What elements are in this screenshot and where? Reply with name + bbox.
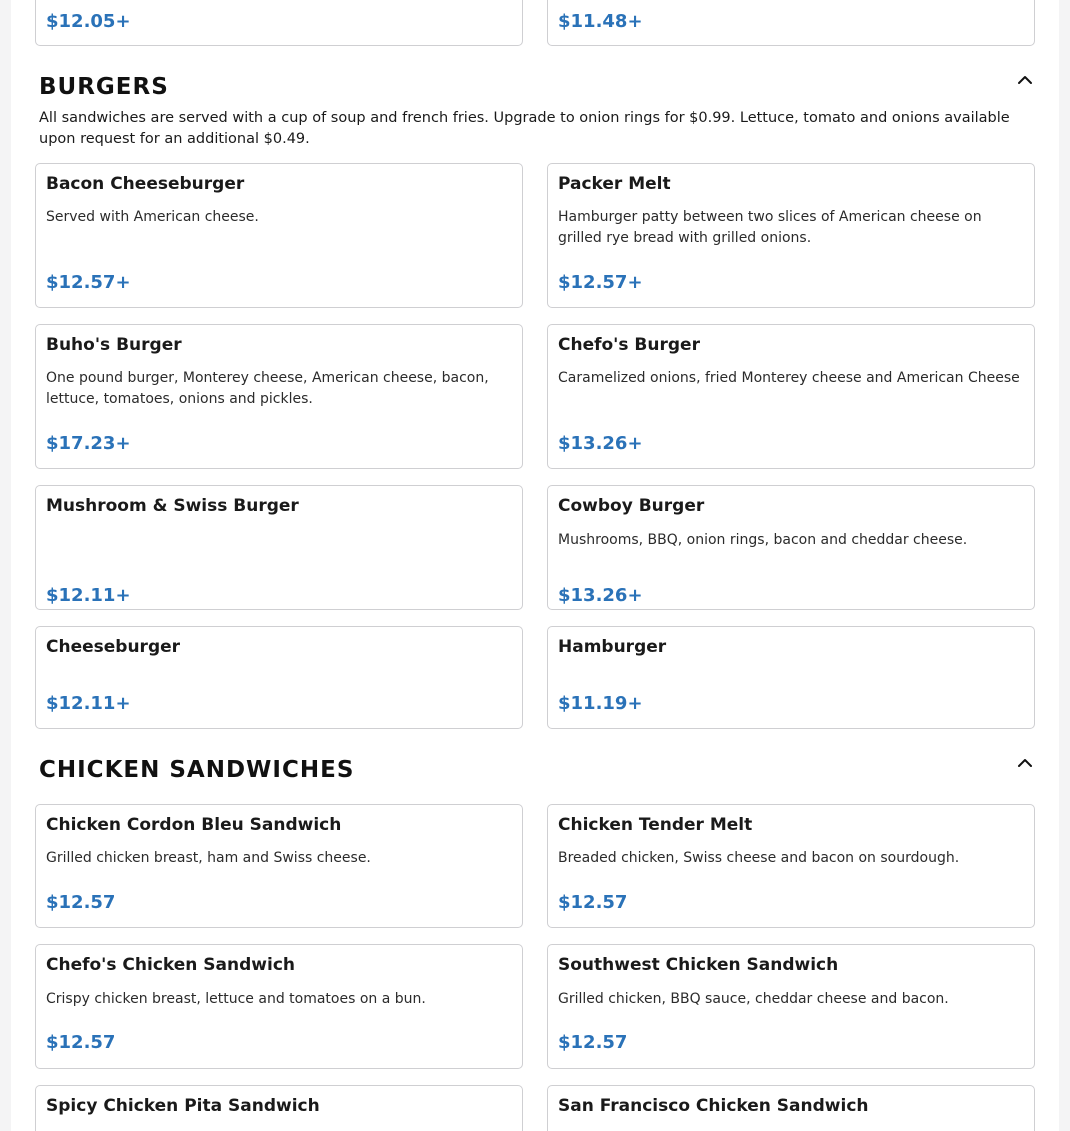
item-price: $12.11+	[46, 585, 131, 606]
item-description: Served with American cheese.	[46, 209, 259, 225]
item-name: Chefo's Burger	[558, 335, 700, 355]
menu-item-card[interactable]	[35, 485, 523, 610]
item-name: Southwest Chicken Sandwich	[558, 955, 839, 975]
item-name: Hamburger	[558, 637, 667, 657]
item-name: Spicy Chicken Pita Sandwich	[46, 1096, 320, 1116]
item-price: $13.26+	[558, 585, 643, 606]
item-price: $12.57+	[558, 272, 643, 293]
item-description: Grilled chicken breast, ham and Swiss cheese.	[46, 850, 371, 866]
item-name: Chicken Tender Melt	[558, 815, 753, 835]
menu-item-card[interactable]	[35, 804, 523, 928]
item-price: $12.57+	[46, 272, 131, 293]
item-description: Breaded chicken, Swiss cheese and bacon on sourdough.	[558, 850, 960, 866]
item-price: $13.26+	[558, 433, 643, 454]
item-description: Hamburger patty between two slices of American cheese on grilled rye bread with grilled onions.	[558, 209, 982, 246]
item-description: Grilled chicken, BBQ sauce, cheddar cheese and bacon.	[558, 991, 949, 1007]
item-name: Packer Melt	[558, 174, 671, 194]
item-description: Caramelized onions, fried Monterey cheese and American Cheese	[558, 370, 1020, 386]
menu-item-card[interactable]	[547, 804, 1035, 928]
item-name: Mushroom & Swiss Burger	[46, 496, 299, 516]
menu-item-card[interactable]	[547, 485, 1035, 610]
item-name: Chicken Cordon Bleu Sandwich	[46, 815, 342, 835]
menu-item-card[interactable]	[35, 626, 523, 729]
item-name: San Francisco Chicken Sandwich	[558, 1096, 869, 1116]
item-price: $12.57	[558, 1032, 628, 1053]
chevron-up-icon[interactable]	[1015, 73, 1035, 87]
item-name: Buho's Burger	[46, 335, 182, 355]
chevron-up-icon[interactable]	[1015, 756, 1035, 770]
menu-item-card[interactable]	[35, 944, 523, 1069]
menu-item-card[interactable]	[35, 324, 523, 469]
item-price: $12.11+	[46, 693, 131, 714]
menu-item-card[interactable]	[547, 163, 1035, 308]
menu-item-card[interactable]	[547, 626, 1035, 729]
item-price: $11.19+	[558, 693, 643, 714]
item-price: $11.48+	[558, 11, 643, 32]
item-name: Bacon Cheeseburger	[46, 174, 245, 194]
menu-item-card[interactable]	[35, 0, 523, 46]
item-price: $12.05+	[46, 11, 131, 32]
item-description: Crispy chicken breast, lettuce and tomatoes on a bun.	[46, 991, 426, 1007]
item-price: $12.57	[46, 892, 116, 913]
menu-item-card[interactable]	[35, 1085, 523, 1131]
menu-item-card[interactable]	[547, 324, 1035, 469]
menu-item-card[interactable]	[547, 944, 1035, 1069]
menu-item-card[interactable]	[547, 1085, 1035, 1131]
item-name: Cheeseburger	[46, 637, 181, 657]
item-name: Cowboy Burger	[558, 496, 705, 516]
menu-page	[11, 0, 1059, 1131]
menu-item-card[interactable]	[547, 0, 1035, 46]
item-description: Mushrooms, BBQ, onion rings, bacon and cheddar cheese.	[558, 532, 968, 548]
item-description: One pound burger, Monterey cheese, American cheese, bacon, lettuce, tomatoes, onions and pickles.	[46, 370, 489, 407]
item-price: $12.57	[558, 892, 628, 913]
menu-item-card[interactable]	[35, 163, 523, 308]
section-description-burgers: All sandwiches are served with a cup of soup and french fries. Upgrade to onion rings for $0.99. Lettuce, tomato and onions available upon request for an additional $0.49.	[39, 110, 1010, 147]
section-title-burgers: BURGERS	[39, 74, 169, 100]
section-title-chicken-sandwiches: CHICKEN SANDWICHES	[39, 757, 355, 783]
item-name: Chefo's Chicken Sandwich	[46, 955, 296, 975]
item-price: $12.57	[46, 1032, 116, 1053]
item-price: $17.23+	[46, 433, 131, 454]
